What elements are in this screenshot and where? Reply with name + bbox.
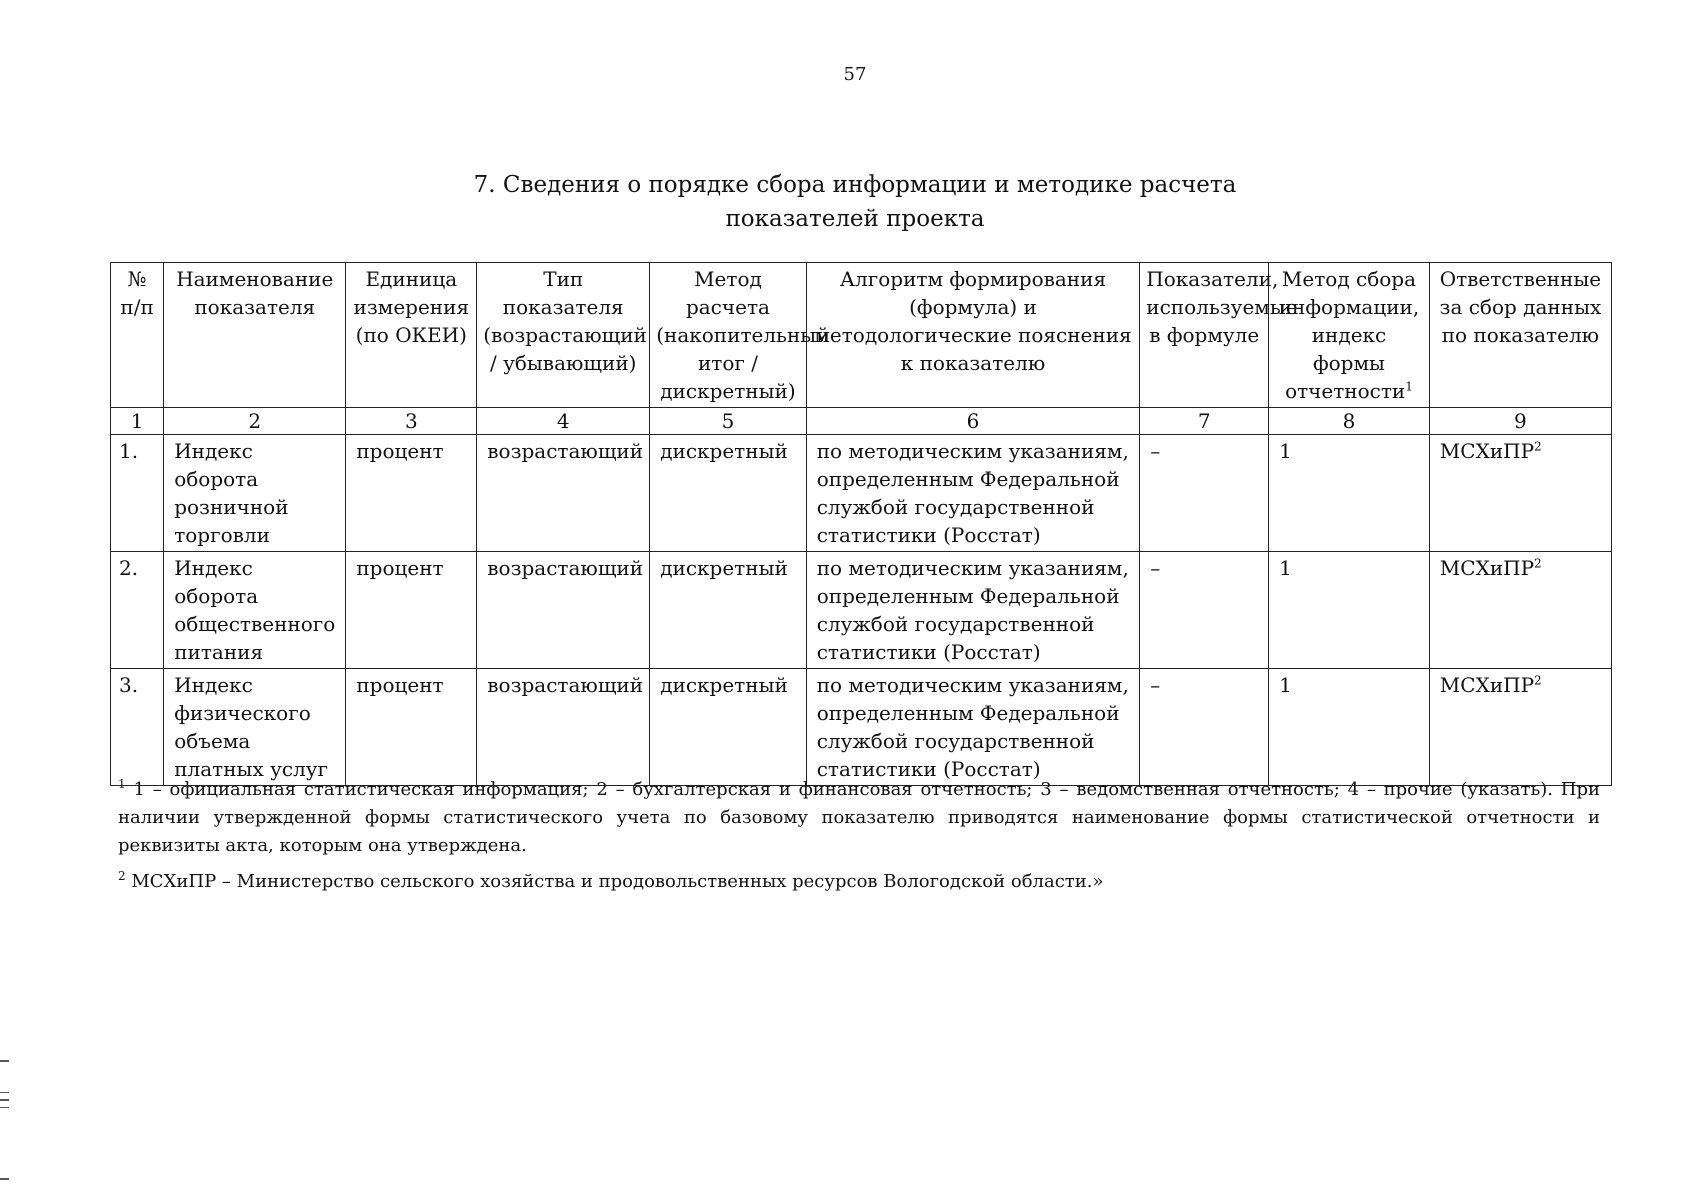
- collection-cell: 1: [1269, 435, 1430, 552]
- column-number: 7: [1140, 408, 1269, 435]
- responsible-text: МСХиПР: [1439, 439, 1535, 463]
- header-cell-method: Метод расчета (накопительный итог / дискретный): [650, 263, 807, 408]
- collection-cell: 1: [1269, 552, 1430, 669]
- indicator-name-cell: Индекс оборота общественного питания: [164, 552, 346, 669]
- header-cell-name: Наименование показателя: [164, 263, 346, 408]
- footnote-1: [118, 776, 1600, 860]
- scan-mark: [0, 1092, 9, 1094]
- header-cell-responsible: Ответственные за сбор данных по показателю: [1429, 263, 1611, 408]
- footnote-mark: 2: [1534, 556, 1542, 571]
- column-number: 9: [1429, 408, 1611, 435]
- header-cell-collection: [1269, 263, 1430, 408]
- column-number: 4: [477, 408, 650, 435]
- scan-mark: [0, 1060, 9, 1062]
- footnote-mark: 2: [118, 869, 126, 883]
- column-number: 8: [1269, 408, 1430, 435]
- scan-mark: [0, 1107, 9, 1109]
- column-number-row: [111, 408, 1612, 435]
- responsible-text: МСХиПР: [1439, 556, 1535, 580]
- method-cell: дискретный: [650, 552, 807, 669]
- footnote-text: 1 – официальная статистическая информация; 2 – бухгалтерская и финансовая отчетность; 3 – ведомственная отчетность; 4 – прочие (указать). При наличии утвержденной формы статистического учета по базовому показателю приводятся наименование формы статистической отчетности и реквизиты акта, которым она утверждена.: [118, 779, 1600, 856]
- header-row: [111, 263, 1612, 408]
- row-number-cell: 2.: [111, 552, 164, 669]
- unit-cell: процент: [346, 552, 477, 669]
- row-number-cell: 3.: [111, 669, 164, 786]
- indicators-cell: –: [1140, 552, 1269, 669]
- footnote-text: МСХиПР – Министерство сельского хозяйства и продовольственных ресурсов Вологодской области.»: [131, 871, 1104, 892]
- algorithm-cell: по методическим указаниям, определенным Федеральной службой государственной статистики (Росстат): [806, 435, 1140, 552]
- indicator-name-cell: Индекс физического объема платных услуг: [164, 669, 346, 786]
- responsible-cell: [1429, 552, 1611, 669]
- method-cell: дискретный: [650, 669, 807, 786]
- column-number: 6: [806, 408, 1140, 435]
- unit-cell: процент: [346, 669, 477, 786]
- row-number-cell: 1.: [111, 435, 164, 552]
- table-row: [111, 669, 1612, 786]
- indicators-table: [110, 262, 1612, 786]
- method-cell: дискретный: [650, 435, 807, 552]
- column-number: 2: [164, 408, 346, 435]
- collection-cell: 1: [1269, 669, 1430, 786]
- footnote-mark: 2: [1534, 439, 1542, 454]
- scan-mark: [0, 1099, 9, 1101]
- algorithm-cell: по методическим указаниям, определенным Федеральной службой государственной статистики (Росстат): [806, 552, 1140, 669]
- algorithm-cell: по методическим указаниям, определенным Федеральной службой государственной статистики (Росстат): [806, 669, 1140, 786]
- scan-mark: [0, 1178, 9, 1180]
- header-cell-indicators: Показатели, используемые в формуле: [1140, 263, 1269, 408]
- scan-margin-marks: [0, 1060, 10, 1186]
- section-title-line-1: 7. Сведения о порядке сбора информации и методике расчета: [473, 172, 1237, 198]
- section-title: [0, 168, 1697, 236]
- type-cell: возрастающий: [477, 552, 650, 669]
- header-cell-type: Тип показателя (возрастающий / убывающий): [477, 263, 650, 408]
- footnote-2: [118, 868, 1600, 896]
- footnotes: [118, 776, 1600, 896]
- section-title-line-2: показателей проекта: [725, 206, 985, 232]
- unit-cell: процент: [346, 435, 477, 552]
- header-collection-text: Метод сбора информации, индекс формы отчетности: [1278, 267, 1420, 403]
- responsible-cell: [1429, 435, 1611, 552]
- column-number: 3: [346, 408, 477, 435]
- page-number: 57: [843, 64, 867, 85]
- header-cell-algorithm: Алгоритм формирования (формула) и методологические пояснения к показателю: [806, 263, 1140, 408]
- footnote-mark: 1: [118, 777, 126, 791]
- header-cell-unit: Единица измерения (по ОКЕИ): [346, 263, 477, 408]
- table-row: [111, 552, 1612, 669]
- type-cell: возрастающий: [477, 669, 650, 786]
- footnote-mark: 1: [1405, 379, 1413, 394]
- type-cell: возрастающий: [477, 435, 650, 552]
- column-number: 1: [111, 408, 164, 435]
- indicators-cell: –: [1140, 669, 1269, 786]
- indicator-name-cell: Индекс оборота розничной торговли: [164, 435, 346, 552]
- footnote-mark: 2: [1534, 673, 1542, 688]
- responsible-cell: [1429, 669, 1611, 786]
- header-cell-number: № п/п: [111, 263, 164, 408]
- indicators-cell: –: [1140, 435, 1269, 552]
- responsible-text: МСХиПР: [1439, 673, 1535, 697]
- column-number: 5: [650, 408, 807, 435]
- table-row: [111, 435, 1612, 552]
